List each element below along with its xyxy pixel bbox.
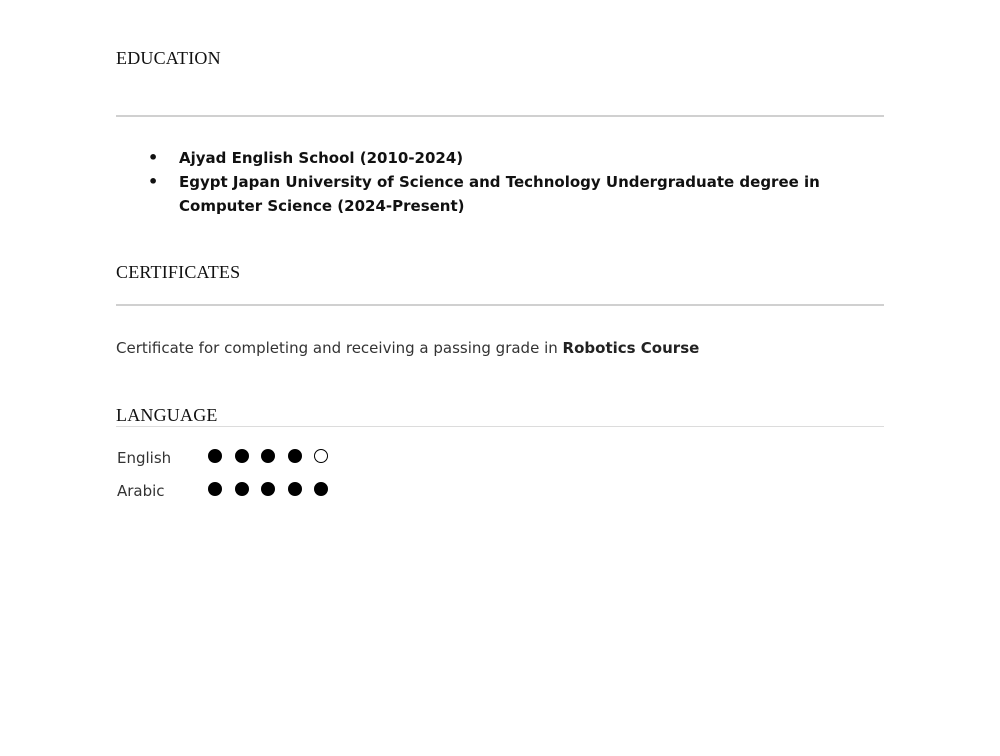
education-divider [116, 115, 884, 117]
certificate-entry [116, 339, 699, 357]
language-name: English [117, 449, 172, 467]
education-item-text: Ajyad English School (2010-2024) [179, 149, 464, 167]
filled-dot-icon [261, 482, 275, 496]
filled-dot-icon [208, 449, 222, 463]
certificate-course-name: Robotics Course [562, 339, 700, 357]
certificate-description: Certificate for completing and receiving a passing grade in [116, 339, 558, 357]
language-row-english [117, 449, 517, 473]
certificates-divider [116, 304, 884, 306]
filled-dot-icon [288, 482, 302, 496]
filled-dot-icon [235, 449, 249, 463]
empty-dot-icon [314, 449, 328, 463]
education-item-ajyad [116, 146, 896, 170]
certificates-heading: CERTIFICATES [116, 262, 241, 282]
filled-dot-icon [314, 482, 328, 496]
education-heading: EDUCATION [116, 48, 221, 68]
filled-dot-icon [235, 482, 249, 496]
filled-dot-icon [261, 449, 275, 463]
education-item-ejust [116, 170, 896, 218]
education-list [116, 146, 896, 218]
language-name: Arabic [117, 482, 165, 500]
language-row-arabic [117, 482, 517, 506]
filled-dot-icon [208, 482, 222, 496]
bullet-icon: • [148, 172, 159, 191]
bullet-icon: • [148, 148, 159, 167]
language-heading: LANGUAGE [116, 405, 218, 425]
education-item-text: Egypt Japan University of Science and Technology Undergraduate degree in Computer Science (2024-Present) [179, 173, 820, 215]
filled-dot-icon [288, 449, 302, 463]
language-divider [116, 426, 884, 427]
